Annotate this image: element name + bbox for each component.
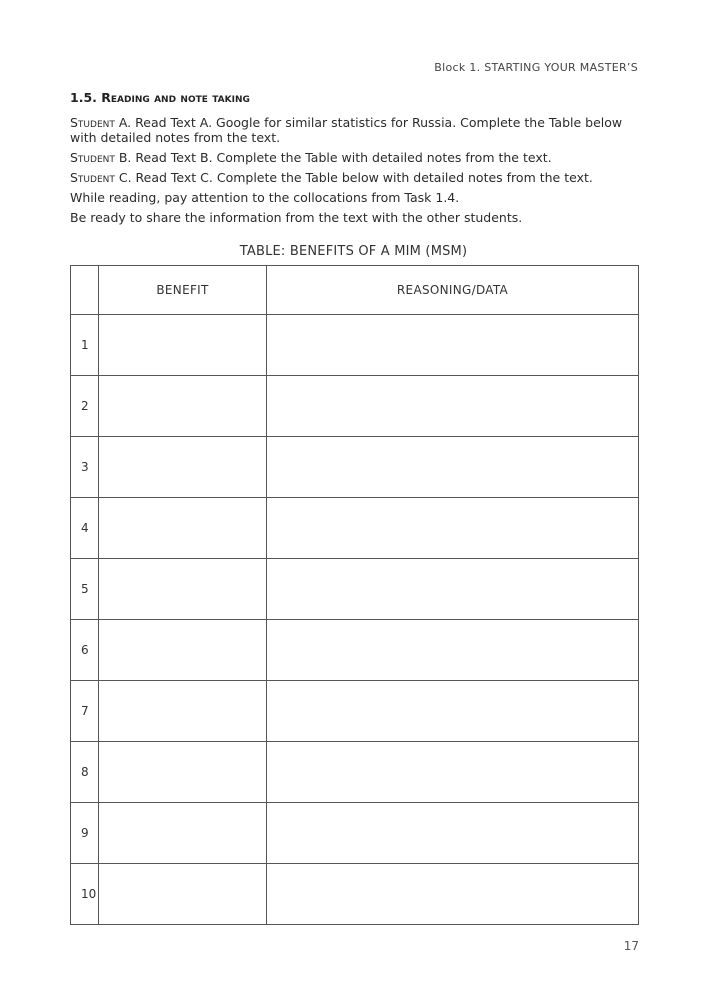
row-number: 4 xyxy=(71,498,99,559)
benefits-table xyxy=(70,265,639,925)
student-label: Student B. xyxy=(70,150,132,165)
table-row xyxy=(71,437,639,498)
instruction-text: Read Text C. Complete the Table below with detailed notes from the text. xyxy=(135,170,593,185)
table-row xyxy=(71,681,639,742)
section-number: 1.5. xyxy=(70,90,97,105)
row-number: 9 xyxy=(71,803,99,864)
benefit-cell[interactable] xyxy=(99,803,267,864)
benefit-cell[interactable] xyxy=(99,437,267,498)
running-head: Block 1. STARTING YOUR MASTER’S xyxy=(434,61,638,74)
table-row xyxy=(71,620,639,681)
benefit-cell[interactable] xyxy=(99,742,267,803)
instruction-share xyxy=(70,210,645,225)
row-number: 10 xyxy=(71,864,99,925)
table-row xyxy=(71,498,639,559)
instruction-student-b xyxy=(70,150,645,165)
header-reasoning: REASONING/DATA xyxy=(267,266,639,315)
instruction-student-a xyxy=(70,115,645,145)
table-row xyxy=(71,315,639,376)
table-title: TABLE: BENEFITS OF A MIM (MSM) xyxy=(239,244,468,259)
instruction-collocations xyxy=(70,190,645,205)
table-row xyxy=(71,559,639,620)
reasoning-cell[interactable] xyxy=(267,864,639,925)
reasoning-cell[interactable] xyxy=(267,498,639,559)
instructions xyxy=(70,115,645,230)
benefit-cell[interactable] xyxy=(99,498,267,559)
reasoning-cell[interactable] xyxy=(267,681,639,742)
reasoning-cell[interactable] xyxy=(267,376,639,437)
row-number: 1 xyxy=(71,315,99,376)
table-row xyxy=(71,803,639,864)
page-number: 17 xyxy=(623,939,639,953)
student-label: Student A. xyxy=(70,115,132,130)
row-number: 3 xyxy=(71,437,99,498)
reasoning-cell[interactable] xyxy=(267,315,639,376)
benefit-cell[interactable] xyxy=(99,376,267,437)
table-row xyxy=(71,742,639,803)
header-number xyxy=(71,266,99,315)
section-title xyxy=(70,90,250,105)
student-label: Student C. xyxy=(70,170,132,185)
header-benefit: BENEFIT xyxy=(99,266,267,315)
instruction-student-c xyxy=(70,170,645,185)
table-row xyxy=(71,864,639,925)
instruction-text: Read Text B. Complete the Table with detailed notes from the text. xyxy=(135,150,552,165)
section-heading: Reading and note taking xyxy=(101,90,250,105)
row-number: 7 xyxy=(71,681,99,742)
row-number: 6 xyxy=(71,620,99,681)
instruction-text: While reading, pay attention to the collocations from Task 1.4. xyxy=(70,190,460,205)
benefit-cell[interactable] xyxy=(99,315,267,376)
row-number: 8 xyxy=(71,742,99,803)
row-number: 2 xyxy=(71,376,99,437)
reasoning-cell[interactable] xyxy=(267,742,639,803)
table-row xyxy=(71,376,639,437)
benefit-cell[interactable] xyxy=(99,559,267,620)
instruction-text: Be ready to share the information from the text with the other students. xyxy=(70,210,523,225)
benefit-cell[interactable] xyxy=(99,620,267,681)
row-number: 5 xyxy=(71,559,99,620)
reasoning-cell[interactable] xyxy=(267,803,639,864)
reasoning-cell[interactable] xyxy=(267,437,639,498)
benefit-cell[interactable] xyxy=(99,864,267,925)
benefit-cell[interactable] xyxy=(99,681,267,742)
reasoning-cell[interactable] xyxy=(267,559,639,620)
instruction-text: Read Text A. Google for similar statistics for Russia. Complete the Table below with detailed notes from the text. xyxy=(70,115,623,145)
reasoning-cell[interactable] xyxy=(267,620,639,681)
table-header-row xyxy=(71,266,639,315)
